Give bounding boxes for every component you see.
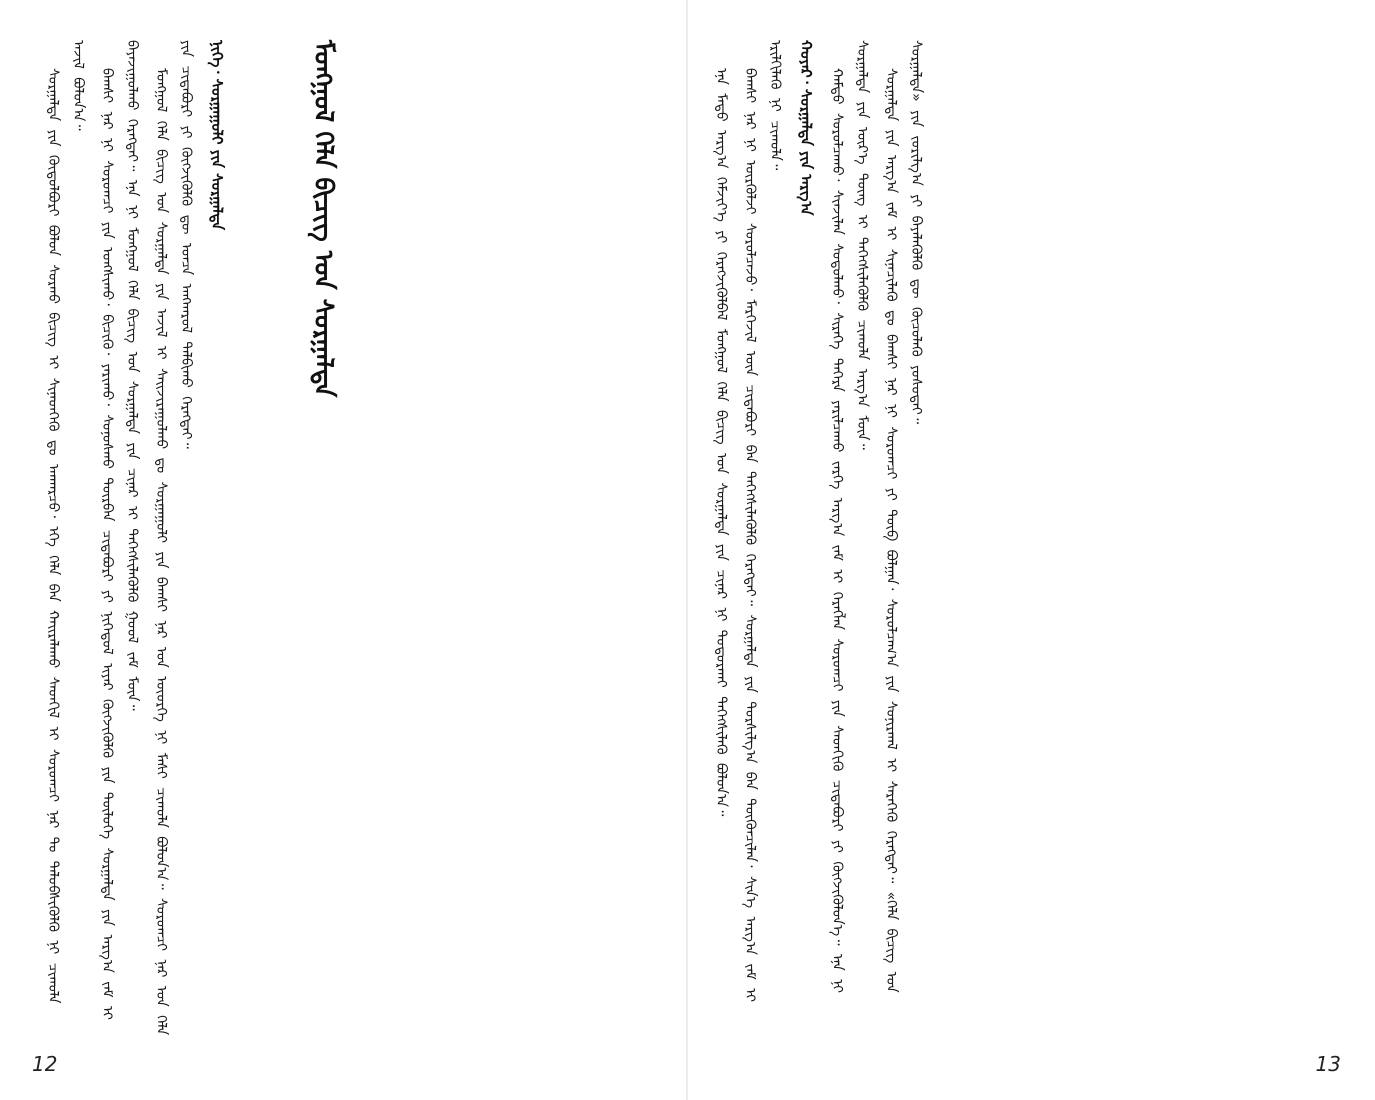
section-heading: ᠨᠢᠭᠡ᠂ ᠰᠤᠷᠭᠠᠭᠤᠯᠢ ᠶᠢᠨ ᠰᠤᠷᠭᠠᠯᠲᠠ <box>208 40 226 231</box>
page-number: 13 <box>1315 1052 1341 1076</box>
paragraph: ᠪᠠᠭᠰᠢ ᠨᠠᠷ ᠨᠢ ᠰᠤᠷᠤᠭᠴᠢ ᠶᠢᠨ ᠤᠩᠰᠢᠬᠤ᠂ ᠪᠢᠴᠢᠬᠦ᠂ ᠶᠠᠷᠢᠬᠤ᠂ ᠰᠣᠨᠣᠰᠬᠤ ᠳᠥᠷᠪᠡᠨ ᠴᠢᠳᠠᠪᠤᠷᠢ ᠶᠢ ᠨᠢᠭᠡᠳᠦᠯ ᠢᠶᠡᠷ ᠬᠥᠭᠵᠢᠭᠦᠯᠬᠦ ᠶᠢᠨ ᠲᠥᠯᠦᠭᠡ ᠰᠤᠷᠭᠠᠯᠲᠠ ᠶᠢᠨ ᠠᠷᠭ᠎ᠠ ᠵᠠᠮ ᠢ ᠪᠠᠶᠠᠵᠢᠭᠤᠯᠬᠤ ᠬᠡᠷᠡᠭᠲᠡᠢ᠃ ᠡᠨᠡ ᠨᠢ ᠮᠣᠩᠭᠣᠯ ᠬᠡᠯᠡ ᠪᠢᠴᠢᠭ ᠤᠨ ᠰᠤᠷᠭᠠᠯᠲᠠ ᠶᠢᠨ ᠴᠢᠨᠠᠷ ᠢ ᠳᠡᠭᠡᠭᠰᠢᠯᠡᠭᠦᠯᠬᠦ ᠭᠣᠣᠯ ᠵᠠᠮ ᠮᠥᠨ᠃ <box>99 40 140 1020</box>
paragraph: ᠮᠣᠩᠭᠣᠯ ᠬᠡᠯᠡ ᠪᠢᠴᠢᠭ ᠤᠨ ᠰᠤᠷᠭᠠᠯᠲᠠ ᠶᠢᠨ ᠠᠵᠢᠯ ᠢ ᠰᠠᠢᠵᠢᠷᠠᠭᠤᠯᠬᠤ ᠳᠤ ᠰᠤᠷᠭᠠᠭᠤᠯᠢ ᠶᠢᠨ ᠪᠠᠭᠰᠢ ᠨᠠᠷ ᠤᠨ ᠦᠦᠷᠭᠡ ᠨᠢ ᠮᠠᠰᠢ ᠴᠢᠬᠤᠯᠠ ᠪᠣᠯᠤᠨ᠎ᠠ᠃ ᠰᠤᠷᠤᠭᠴᠢ ᠨᠠᠷ ᠤᠨ ᠬᠡᠯᠡ ᠶᠢᠨ ᠴᠢᠳᠠᠪᠤᠷᠢ ᠶᠢ ᠬᠥᠭᠵᠢᠭᠦᠯᠬᠦ ᠳᠦ ᠣᠨᠴᠠ ᠠᠩᠬᠠᠷᠤᠯ ᠲᠠᠯᠪᠢᠬᠤ ᠬᠡᠷᠡᠭᠲᠡᠢ᠃ <box>153 40 194 1036</box>
paragraph: ᠰᠤᠷᠭᠠᠯᠲᠠ ᠶᠢᠨ ᠠᠷᠭ᠎ᠠ ᠵᠠᠮ ᠢ ᠰᠢᠨᠡᠴᠢᠯᠡᠬᠦ ᠳᠤ ᠪᠠᠭᠰᠢ ᠨᠠᠷ ᠨᠢ ᠰᠤᠷᠤᠭᠴᠢ ᠶᠢ ᠲᠥᠪ ᠪᠣᠯᠭᠠᠨ᠂ ᠰᠤᠷᠤᠯᠴᠠᠭ᠎ᠠ ᠶᠢᠨ ᠰᠣᠨᠢᠷᠬᠠᠯ ᠢ ᠰᠡᠷᠡᠭᠡᠬᠦ ᠬᠡᠷᠡᠭᠲᠡᠢ᠃ «ᠬᠡᠯᠡ ᠪᠢᠴᠢᠭ ᠤᠨ ᠰᠤᠷᠭᠠᠯᠲᠠ» ᠶᠢᠨ ᠵᠣᠷᠢᠯᠭ᠎ᠠ ᠶᠢ ᠪᠡᠶᠡᠯᠡᠭᠦᠯᠬᠦ ᠳᠦ ᠬᠦᠴᠦᠯᠡᠬᠦ ᠶᠣᠰᠣᠲᠠᠢ᠃ <box>883 40 924 993</box>
paragraph: ᠪᠠᠭᠰᠢ ᠨᠠᠷ ᠨᠢ ᠦᠷᠭᠦᠯᠵᠢ ᠰᠤᠷᠤᠯᠴᠠᠵᠤ᠂ ᠮᠡᠷᠭᠡᠵᠢᠯ ᠦᠨ ᠴᠢᠳᠠᠪᠤᠷᠢ ᠪᠠᠨ ᠳᠡᠭᠡᠭᠰᠢᠯᠡᠭᠦᠯᠬᠦ ᠬᠡᠷᠡᠭᠲᠡᠢ᠃ ᠰᠤᠷᠭᠠᠯᠲᠠ ᠶᠢᠨ ᠲᠤᠷᠰᠢᠯᠭ᠎ᠠ ᠪᠠᠨ ᠳᠦᠭᠦᠨᠴᠢᠯᠡᠨ᠂ ᠰᠢᠨ᠎ᠡ ᠠᠷᠭ᠎ᠠ ᠵᠠᠮ ᠢ ᠡᠷᠢᠯᠬᠢᠯᠡᠬᠦ ᠨᠢ ᠴᠢᠬᠤᠯᠠ᠃ <box>742 40 783 1003</box>
page-number: 12 <box>32 1052 58 1076</box>
paragraph: ᠰᠤᠷᠭᠠᠯᠲᠠ ᠶᠢᠨ ᠬᠥᠲᠦᠯᠪᠦᠷᠢ ᠪᠣᠯᠤᠨ ᠰᠤᠷᠬᠤ ᠪᠢᠴᠢᠭ ᠢ ᠰᠢᠨᠡᠳᠭᠡᠬᠦ ᠳᠤ ᠠᠨᠬᠠᠷᠴᠤ᠂ ᠡᠬᠡ ᠬᠡᠯᠡ ᠪᠡᠨ ᠬᠠᠢᠷᠠᠯᠠᠬᠤ ᠰᠡᠳᠬᠢᠯ ᠢ ᠰᠤᠷᠤᠭᠴᠢ ᠨᠠᠷ ᠲᠤ ᠲᠡᠯᠦᠪᠰᠢᠭᠦᠯᠬᠦ ᠨᠢ ᠴᠢᠬᠤᠯᠠ ᠠᠵᠢᠯ ᠪᠣᠯᠤᠨ᠎ᠠ᠃ <box>45 40 86 1004</box>
section-heading: ᠬᠣᠶᠠᠷ᠂ ᠰᠤᠷᠭᠠᠯᠲᠠ ᠶᠢᠨ ᠠᠷᠭ᠎ᠠ <box>797 40 815 216</box>
chapter-title: ᠮᠣᠩᠭᠣᠯ ᠬᠡᠯᠡ ᠪᠢᠴᠢᠭ ᠤᠨ ᠰᠤᠷᠭᠠᠯᠲᠠ <box>308 40 338 398</box>
right-page <box>688 0 1375 1100</box>
paragraph: ᠡᠨᠡ ᠮᠡᠳᠦ ᠠᠷᠭ᠎ᠠ ᠬᠡᠮᠵᠢᠶ᠎ᠡ ᠶᠢ ᠬᠡᠷᠡᠭᠵᠢᠭᠦᠯᠪᠡᠯ ᠮᠣᠩᠭᠣᠯ ᠬᠡᠯᠡ ᠪᠢᠴᠢᠭ ᠤᠨ ᠰᠤᠷᠭᠠᠯᠲᠠ ᠶᠢᠨ ᠴᠢᠨᠠᠷ ᠨᠢ ᠲᠣᠳᠤᠷᠬᠠᠢ ᠳᠡᠭᠡᠭᠰᠢᠯᠡᠬᠦ ᠪᠣᠯᠤᠨ᠎ᠠ᠃ <box>713 68 729 817</box>
left-page-body <box>40 40 660 1040</box>
paragraph: ᠬᠠᠮᠲᠤ ᠰᠤᠷᠤᠯᠴᠠᠬᠤ᠂ ᠰᠢᠨᠵᠢᠯᠡᠨ ᠰᠤᠳᠤᠯᠬᠤ᠂ ᠰᠢᠷᠡᠭᠡ ᠳᠡᠭᠡᠷᠡ ᠶᠠᠷᠢᠯᠴᠠᠬᠤ ᠵᠡᠷᠭᠡ ᠠᠷᠭ᠎ᠠ ᠵᠠᠮ ᠢ ᠬᠡᠷᠡᠭᠯᠡᠨ ᠰᠤᠷᠤᠭᠴᠢ ᠶᠢᠨ ᠰᠡᠳᠬᠢᠬᠦ ᠴᠢᠳᠠᠪᠤᠷᠢ ᠶᠢ ᠬᠥᠭᠵᠢᠭᠦᠯᠦᠨ᠎ᠡ᠃ ᠡᠨᠡ ᠨᠢ ᠰᠤᠷᠭᠠᠯᠲᠠ ᠶᠢᠨ ᠦᠷ᠎ᠡ ᠳᠦᠩ ᠢ ᠳᠡᠭᠡᠭᠰᠢᠯᠡᠭᠦᠯᠬᠦ ᠴᠢᠬᠤᠯᠠ ᠠᠷᠭ᠎ᠠ ᠮᠥᠨ᠃ <box>829 40 870 994</box>
left-page <box>0 0 687 1100</box>
right-page-body <box>708 40 1348 1040</box>
